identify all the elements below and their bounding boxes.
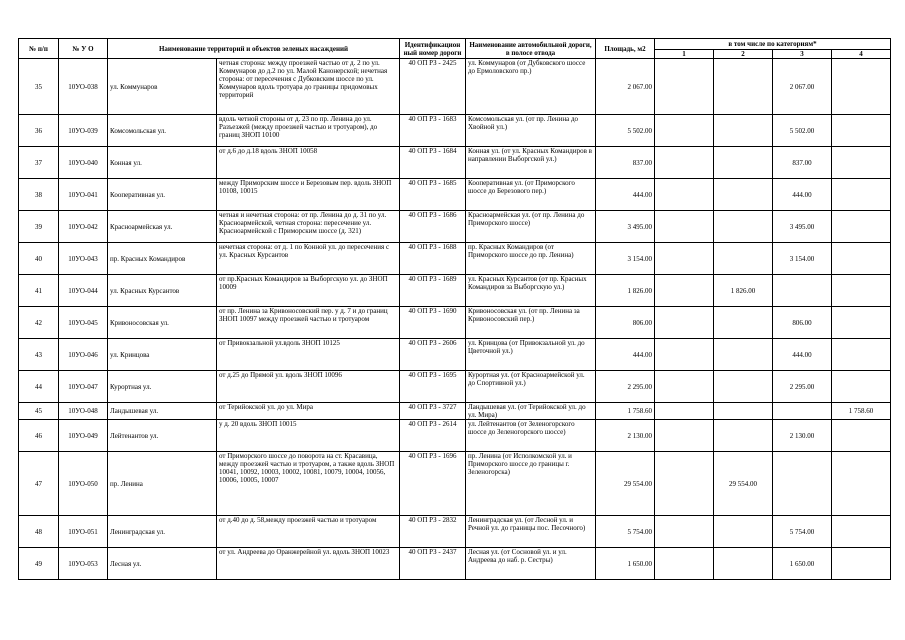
cell-num: 47 <box>19 452 59 516</box>
cell-description: от Терийокской ул. до ул. Мира <box>217 403 400 420</box>
cell-ident: 40 ОП РЗ - 2832 <box>400 516 466 548</box>
cell-description: четная и нечетная сторона: от пр. Ленина до д. 31 по ул. Красноармейской, четная сторона: пересечение ул. Красноармейской с Приморским шоссе (д. 321) <box>217 211 400 243</box>
header-cat-3: 3 <box>773 50 832 59</box>
cell-ident: 40 ОП РЗ - 1696 <box>400 452 466 516</box>
header-num: № п/п <box>19 39 59 59</box>
cell-num: 39 <box>19 211 59 243</box>
cell-road: Кривоносовская ул. (от пр. Ленина за Кривоносовский пер.) <box>466 307 596 339</box>
cell-description: между Приморским шоссе и Березовым пер. вдоль ЗНОП 10108, 10015 <box>217 179 400 211</box>
cell-cat-3: 1 650.00 <box>773 548 832 580</box>
cell-ident: 40 ОП РЗ - 3727 <box>400 403 466 420</box>
cell-cat-4 <box>832 339 891 371</box>
cell-cat-2 <box>714 307 773 339</box>
cell-cat-4 <box>832 243 891 275</box>
cell-ident: 40 ОП РЗ - 1688 <box>400 243 466 275</box>
header-name: Наименование территорий и объектов зеленых насаждений <box>108 39 400 59</box>
cell-cat-1 <box>655 371 714 403</box>
header-area: Площадь, м2 <box>596 39 655 59</box>
cell-cat-2 <box>714 59 773 115</box>
cell-ident: 40 ОП РЗ - 1684 <box>400 147 466 179</box>
cell-name: Кооперативная ул. <box>108 179 217 211</box>
cell-cat-4 <box>832 59 891 115</box>
cell-area: 806.00 <box>596 307 655 339</box>
cell-cat-1 <box>655 147 714 179</box>
cell-cat-1 <box>655 452 714 516</box>
cell-road: Кооперативная ул. (от Приморского шоссе до Березового пер.) <box>466 179 596 211</box>
cell-area: 5 502.00 <box>596 115 655 147</box>
cell-name: Конная ул. <box>108 147 217 179</box>
table-row <box>19 243 891 275</box>
cell-num: 42 <box>19 307 59 339</box>
cell-cat-3 <box>773 452 832 516</box>
cell-cat-3: 806.00 <box>773 307 832 339</box>
cell-road: Ландышевая ул. (от Терийокской ул. до ул. Мира) <box>466 403 596 420</box>
cell-cat-4 <box>832 452 891 516</box>
cell-ident: 40 ОП РЗ - 2425 <box>400 59 466 115</box>
cell-cat-2 <box>714 420 773 452</box>
cell-area: 29 554.00 <box>596 452 655 516</box>
cell-road: Лесная ул. (от Сосновой ул. и ул. Андреева до наб. р. Сестры) <box>466 548 596 580</box>
cell-cat-2 <box>714 179 773 211</box>
cell-cat-2: 1 826.00 <box>714 275 773 307</box>
cell-uo: 10УО-049 <box>59 420 108 452</box>
cell-uo: 10УО-044 <box>59 275 108 307</box>
cell-area: 1 826.00 <box>596 275 655 307</box>
cell-cat-4 <box>832 371 891 403</box>
cell-uo: 10УО-046 <box>59 339 108 371</box>
cell-num: 46 <box>19 420 59 452</box>
document-page <box>18 38 890 580</box>
cell-name: ул. Красных Курсантов <box>108 275 217 307</box>
cell-name: Кривоносовская ул. <box>108 307 217 339</box>
cell-cat-1 <box>655 339 714 371</box>
cell-cat-2 <box>714 548 773 580</box>
header-cat-2: 2 <box>714 50 773 59</box>
cell-road: Конная ул. (от ул. Красных Командиров в направлении Выборгской ул.) <box>466 147 596 179</box>
cell-cat-1 <box>655 548 714 580</box>
cell-area: 837.00 <box>596 147 655 179</box>
cell-area: 444.00 <box>596 339 655 371</box>
cell-cat-4 <box>832 307 891 339</box>
header-cat-1: 1 <box>655 50 714 59</box>
cell-ident: 40 ОП РЗ - 1683 <box>400 115 466 147</box>
cell-description: от д.40 до д. 58,между проезжей частью и тротуаром <box>217 516 400 548</box>
cell-name: Лесная ул. <box>108 548 217 580</box>
cell-num: 44 <box>19 371 59 403</box>
cell-area: 5 754.00 <box>596 516 655 548</box>
cell-cat-1 <box>655 516 714 548</box>
cell-area: 1 650.00 <box>596 548 655 580</box>
cell-cat-1 <box>655 307 714 339</box>
cell-cat-2 <box>714 243 773 275</box>
cell-road: ул. Коммунаров (от Дубковского шоссе до Ермоловского пр.) <box>466 59 596 115</box>
cell-road: Красноармейская ул. (от пр. Ленина до Приморского шоссе) <box>466 211 596 243</box>
cell-ident: 40 ОП РЗ - 1685 <box>400 179 466 211</box>
cell-num: 40 <box>19 243 59 275</box>
cell-area: 2 067.00 <box>596 59 655 115</box>
cell-num: 43 <box>19 339 59 371</box>
header-categories: в том числе по категориям* <box>655 39 891 50</box>
cell-description: вдоль четной стороны от д. 23 по пр. Ленина до ул. Разъезжей (между проезжей частью и тротуаром), до границ ЗНОП 10100 <box>217 115 400 147</box>
cell-area: 1 758.60 <box>596 403 655 420</box>
cell-uo: 10УО-042 <box>59 211 108 243</box>
cell-num: 35 <box>19 59 59 115</box>
cell-cat-3: 3 154.00 <box>773 243 832 275</box>
cell-description: от д.25 до Прямой ул. вдоль ЗНОП 10096 <box>217 371 400 403</box>
cell-road: Комсомольская ул. (от пр. Ленина до Хвойной ул.) <box>466 115 596 147</box>
cell-area: 444.00 <box>596 179 655 211</box>
cell-name: Ленинградская ул. <box>108 516 217 548</box>
table-row <box>19 420 891 452</box>
cell-cat-3 <box>773 275 832 307</box>
cell-ident: 40 ОП РЗ - 1695 <box>400 371 466 403</box>
cell-name: пр. Ленина <box>108 452 217 516</box>
table-row <box>19 403 891 420</box>
cell-road: пр. Красных Командиров (от Приморского шоссе до пр. Ленина) <box>466 243 596 275</box>
cell-num: 49 <box>19 548 59 580</box>
cell-name: Ландышевая ул. <box>108 403 217 420</box>
cell-cat-1 <box>655 243 714 275</box>
table-row <box>19 179 891 211</box>
cell-description: четная сторона: между проезжей частью от д. 2 по ул. Коммунаров до д.2 по ул. Малой Канонерской; нечетная сторона: от пересечения с Дубковским шоссе по ул. Коммунаров вдоль тротуара до границы придомовых территорий <box>217 59 400 115</box>
cell-description: от ул. Андреева до Оранжерейной ул. вдоль ЗНОП 10023 <box>217 548 400 580</box>
cell-name: Курортная ул. <box>108 371 217 403</box>
cell-uo: 10УО-048 <box>59 403 108 420</box>
cell-cat-3: 444.00 <box>773 179 832 211</box>
cell-cat-2 <box>714 371 773 403</box>
cell-cat-3: 2 130.00 <box>773 420 832 452</box>
cell-uo: 10УО-040 <box>59 147 108 179</box>
cell-cat-2: 29 554.00 <box>714 452 773 516</box>
cell-cat-4 <box>832 211 891 243</box>
cell-cat-2 <box>714 115 773 147</box>
cell-cat-4 <box>832 115 891 147</box>
cell-cat-2 <box>714 147 773 179</box>
cell-uo: 10УО-039 <box>59 115 108 147</box>
cell-cat-1 <box>655 420 714 452</box>
cell-cat-3 <box>773 403 832 420</box>
cell-cat-3: 444.00 <box>773 339 832 371</box>
cell-description: от пр.Красных Командиров за Выборгскую ул. до ЗНОП 10009 <box>217 275 400 307</box>
cell-ident: 40 ОП РЗ - 1690 <box>400 307 466 339</box>
cell-road: пр. Ленина (от Исполкомской ул. и Приморского шоссе до границы г. Зеленогорска) <box>466 452 596 516</box>
table-row <box>19 307 891 339</box>
cell-uo: 10УО-051 <box>59 516 108 548</box>
cell-name: Красноармейская ул. <box>108 211 217 243</box>
cell-uo: 10УО-043 <box>59 243 108 275</box>
cell-num: 48 <box>19 516 59 548</box>
header-road: Наименование автомобильной дороги, в полосе отвода <box>466 39 596 59</box>
table-row <box>19 516 891 548</box>
cell-cat-1 <box>655 211 714 243</box>
cell-cat-4 <box>832 179 891 211</box>
cell-cat-4: 1 758.60 <box>832 403 891 420</box>
cell-name: ул. Коммунаров <box>108 59 217 115</box>
cell-cat-4 <box>832 275 891 307</box>
cell-cat-1 <box>655 115 714 147</box>
cell-cat-3: 2 067.00 <box>773 59 832 115</box>
table-row <box>19 211 891 243</box>
cell-uo: 10УО-047 <box>59 371 108 403</box>
cell-uo: 10УО-045 <box>59 307 108 339</box>
cell-description: от д.6 до д.18 вдоль ЗНОП 10058 <box>217 147 400 179</box>
cell-cat-3: 5 754.00 <box>773 516 832 548</box>
table-row <box>19 452 891 516</box>
table-header-row <box>19 39 891 50</box>
cell-name: ул. Кринцова <box>108 339 217 371</box>
cell-description: от Привокзальной ул.вдоль ЗНОП 10125 <box>217 339 400 371</box>
cell-name: Комсомольская ул. <box>108 115 217 147</box>
cell-cat-1 <box>655 275 714 307</box>
cell-ident: 40 ОП РЗ - 2614 <box>400 420 466 452</box>
cell-num: 37 <box>19 147 59 179</box>
cell-uo: 10УО-053 <box>59 548 108 580</box>
cell-cat-3: 2 295.00 <box>773 371 832 403</box>
cell-uo: 10УО-050 <box>59 452 108 516</box>
cell-num: 38 <box>19 179 59 211</box>
header-cat-4: 4 <box>832 50 891 59</box>
cell-description: у д. 20 вдоль ЗНОП 10015 <box>217 420 400 452</box>
cell-cat-1 <box>655 59 714 115</box>
table-row <box>19 339 891 371</box>
cell-num: 41 <box>19 275 59 307</box>
cell-cat-4 <box>832 420 891 452</box>
cell-cat-4 <box>832 147 891 179</box>
cell-cat-1 <box>655 403 714 420</box>
table-row <box>19 147 891 179</box>
cell-road: Ленинградская ул. (от Лесной ул. и Речной ул. до границы пос. Песочного) <box>466 516 596 548</box>
cell-description: от Приморского шоссе до поворота на ст. Красавица, между проезжей частью и тротуаром, а также вдоль ЗНОП 10041, 10092, 10003, 10002, 10081, 10079, 10004, 10056, 10006, 10005, 10007 <box>217 452 400 516</box>
cell-cat-2 <box>714 516 773 548</box>
cell-cat-4 <box>832 548 891 580</box>
cell-name: Лейтенантов ул. <box>108 420 217 452</box>
cell-cat-4 <box>832 516 891 548</box>
cell-road: ул. Кринцова (от Привокзальной ул. до Цветочной ул.) <box>466 339 596 371</box>
cell-num: 36 <box>19 115 59 147</box>
table-row <box>19 548 891 580</box>
green-zones-table <box>18 38 891 580</box>
cell-cat-2 <box>714 339 773 371</box>
cell-road: Курортная ул. (от Красноармейской ул. до Спортивной ул.) <box>466 371 596 403</box>
cell-area: 3 495.00 <box>596 211 655 243</box>
table-row <box>19 275 891 307</box>
cell-road: ул. Красных Курсантов (от пр. Красных Командиров за Выборгскую ул.) <box>466 275 596 307</box>
cell-road: ул. Лейтенантов (от Зеленогорского шоссе до Зеленогорского шоссе) <box>466 420 596 452</box>
cell-cat-3: 5 502.00 <box>773 115 832 147</box>
cell-ident: 40 ОП РЗ - 2437 <box>400 548 466 580</box>
cell-uo: 10УО-038 <box>59 59 108 115</box>
cell-cat-2 <box>714 403 773 420</box>
table-row <box>19 115 891 147</box>
cell-area: 3 154.00 <box>596 243 655 275</box>
cell-cat-2 <box>714 211 773 243</box>
cell-ident: 40 ОП РЗ - 2606 <box>400 339 466 371</box>
cell-area: 2 130.00 <box>596 420 655 452</box>
cell-area: 2 295.00 <box>596 371 655 403</box>
table-row <box>19 371 891 403</box>
cell-cat-3: 837.00 <box>773 147 832 179</box>
cell-description: нечетная сторона: от д. 1 по Конной ул. до пересечения с ул. Красных Курсантов <box>217 243 400 275</box>
cell-description: от пр. Ленина за Кривоносовский пер. у д. 7 и до границ ЗНОП 10097 между проезжей частью и тротуаром <box>217 307 400 339</box>
table-row <box>19 59 891 115</box>
cell-num: 45 <box>19 403 59 420</box>
header-ident: Идентификацион ный номер дороги <box>400 39 466 59</box>
cell-uo: 10УО-041 <box>59 179 108 211</box>
cell-cat-1 <box>655 179 714 211</box>
cell-ident: 40 ОП РЗ - 1689 <box>400 275 466 307</box>
cell-name: пр. Красных Командиров <box>108 243 217 275</box>
header-uo: № У О <box>59 39 108 59</box>
cell-cat-3: 3 495.00 <box>773 211 832 243</box>
cell-ident: 40 ОП РЗ - 1686 <box>400 211 466 243</box>
